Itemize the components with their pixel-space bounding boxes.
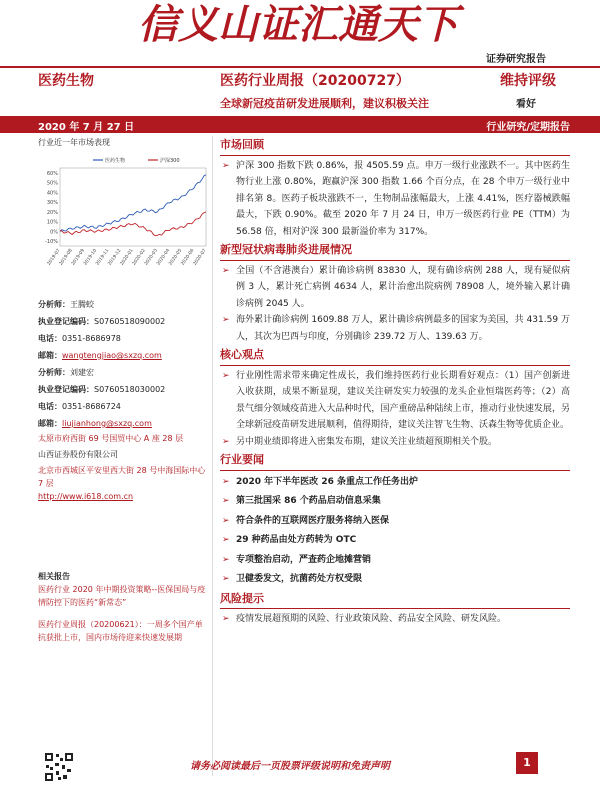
section-title-news: 行业要闻 xyxy=(220,453,264,466)
bullet-item xyxy=(220,368,570,434)
arrow-bullet-icon: ➢ xyxy=(222,515,230,526)
bullet-text: 全国（不含港澳台）累计确诊病例 83830 人，现有确诊病例 288 人，现有疑似病例 3 人，累计死亡病例 4634 人，累计治愈出院病例 78908 人，境外输入累计确诊病例 2045 人。 xyxy=(236,265,570,309)
analyst-field-value: 0351-8686978 xyxy=(62,334,121,343)
analyst-field-label: 电话： xyxy=(38,334,62,343)
section-rule xyxy=(220,608,570,609)
series-line-1 xyxy=(60,175,206,232)
disclaimer-note: 请务必阅读最后一页股票评级说明和免责声明 xyxy=(190,761,390,772)
analyst-row xyxy=(38,347,210,364)
report-date: 2020 年 7 月 27 日 xyxy=(38,122,135,133)
chart-title: 行业近一年市场表现 xyxy=(38,138,110,147)
x-tick-label: 2020-03 xyxy=(144,248,159,267)
chart-plot-frame xyxy=(60,168,206,246)
y-tick-label: 10% xyxy=(46,219,58,226)
section-title: 新型冠状病毒肺炎进展情况 xyxy=(220,243,352,256)
company-name: 山西证券股份有限公司 xyxy=(38,450,118,459)
qr-code xyxy=(44,752,74,782)
bullet-item xyxy=(220,571,570,588)
y-tick-label: 50% xyxy=(46,180,58,187)
bullet-text: 29 种药品由处方药转为 OTC xyxy=(236,535,357,545)
analyst-field-label: 执业登记编码： xyxy=(38,385,94,394)
analyst-field-label: 邮箱： xyxy=(38,351,62,360)
bullet-text: 疫情发展超预期的风险、行业政策风险、药品安全风险、研发风险。 xyxy=(236,614,507,624)
analyst-email-link[interactable]: wangtengjiao@sxzq.com xyxy=(62,351,162,360)
analyst-field-value: 0351-8686724 xyxy=(62,402,121,411)
performance-chart xyxy=(38,150,210,278)
series-line-2 xyxy=(60,212,206,236)
arrow-bullet-icon: ➢ xyxy=(222,315,230,325)
analyst-row xyxy=(38,398,210,415)
bullet-text: 专项整治启动，严查药企地摊营销 xyxy=(236,554,372,565)
analyst-field-label: 邮箱： xyxy=(38,419,62,428)
website-link[interactable]: http://www.i618.com.cn xyxy=(38,492,134,501)
analyst-field-label: 分析师： xyxy=(38,300,70,309)
bullet-text: 2020 年下半年医改 26 条重点工作任务出炉 xyxy=(236,476,418,487)
analyst-email-link[interactable]: liujianhong@sxzq.com xyxy=(62,419,152,428)
analyst-field-value: 王腾蛟 xyxy=(70,300,94,309)
y-tick-label: 40% xyxy=(46,190,58,197)
arrow-bullet-icon: ➢ xyxy=(222,436,230,447)
x-tick-label: 2020-02 xyxy=(131,248,147,267)
bullet-item xyxy=(220,552,570,569)
related-title: 相关报告 xyxy=(38,572,70,581)
related-report-link[interactable]: 医药行业 2020 年中期投资策略--医保国局与疫情防控下的医药“新常态” xyxy=(38,585,206,607)
analyst-row xyxy=(38,313,210,330)
analyst-field-value: 刘建宏 xyxy=(70,368,94,377)
analyst-field-value: S0760518030002 xyxy=(94,385,166,394)
address-taiyuan: 太原市府西街 69 号国贸中心 A 座 28 层 xyxy=(38,434,184,443)
arrow-bullet-icon: ➢ xyxy=(222,614,230,624)
x-tick-label: 2019-11 xyxy=(95,248,111,267)
sector-name: 医药生物 xyxy=(38,73,94,89)
main-content xyxy=(220,135,570,628)
legend-label: 沪深300 xyxy=(160,158,180,164)
bullet-text: 行业刚性需求带来确定性成长，我们维持医药行业长期看好观点：（1）国产创新进入收获期，成果不断显现，建议关注研发实力较强的龙头企业恒瑞医药等；（2）高景气细分领域疫苗进入大品种时代，国产重磅品种陆续上市，推动行业快速发展，另全球新冠疫苗研发进展顺利，值得期待，建议关注智飞生物、沃森生物等优质企业。 xyxy=(236,370,570,430)
report-title: 医药行业周报（20200727） xyxy=(220,73,410,89)
page-number: 1 xyxy=(516,752,538,774)
rating-label: 维持评级 xyxy=(500,73,556,89)
bullet-item xyxy=(220,158,570,241)
header-rule xyxy=(0,66,600,68)
bullet-text: 海外累计确诊病例 1609.88 万人，累计确诊病例最多的国家为美国，共 431.59 万人，其次为巴西与印度，分别确诊 239.72 万人、139.63 万。 xyxy=(236,315,570,342)
arrow-bullet-icon: ➢ xyxy=(222,496,230,506)
column-divider xyxy=(212,136,213,776)
x-tick-label: 2019-07 xyxy=(46,248,62,267)
analyst-field-label: 电话： xyxy=(38,402,62,411)
bullet-item xyxy=(220,474,570,491)
section-rule xyxy=(220,155,570,156)
legend-label: 医药生物 xyxy=(105,158,126,164)
arrow-bullet-icon: ➢ xyxy=(222,554,230,565)
x-tick-label: 2019-09 xyxy=(71,248,86,267)
company-slogan-logo xyxy=(138,0,468,56)
y-tick-label: 60% xyxy=(46,170,58,177)
y-tick-label: 0% xyxy=(50,229,58,236)
analyst-row xyxy=(38,364,210,381)
related-report-link[interactable]: 医药行业周报（20200621）：一周多个国产单抗获批上市，国内市场待迎来快速发展期 xyxy=(38,620,203,642)
logo-text: 信义山证汇通天下 xyxy=(138,1,458,48)
related-reports xyxy=(38,570,210,644)
analyst-field-label: 分析师： xyxy=(38,368,70,377)
x-tick-label: 2020-06 xyxy=(180,248,196,267)
bullet-text: 第三批国采 86 个药品启动信息采集 xyxy=(236,496,381,506)
section-title: 市场回顾 xyxy=(220,138,264,151)
section-title: 核心观点 xyxy=(220,348,264,361)
analyst-block xyxy=(38,296,210,432)
y-tick-label: 30% xyxy=(46,200,58,207)
bullet-text: 沪深 300 指数下跌 0.86%，报 4505.59 点。申万一级行业涨跌不一。其中医药生物行业上涨 0.80%，跑赢沪深 300 指数 1.66 个百分点，在 28 个申万一级行业中排名第 8。医药子板块涨跌不一，生物制品涨幅最大，上涨 4.41%，医疗器械跌幅最大，下跌 0.90%。截至 2020 年 7 月 24 日，申万一级医药行业 PE（TTM）为 56.58 倍，相对沪深 300 最新溢价率为 317%。 xyxy=(236,160,570,237)
y-tick-label: 20% xyxy=(46,209,58,216)
arrow-bullet-icon: ➢ xyxy=(222,476,230,487)
x-tick-label: 2020-07 xyxy=(192,248,208,267)
bullet-item xyxy=(220,611,570,628)
y-tick-label: -10% xyxy=(45,239,58,246)
bullet-item xyxy=(220,532,570,549)
arrow-bullet-icon: ➢ xyxy=(222,265,230,276)
bullet-text: 另中期业绩即将进入密集发布期，建议关注业绩超预期相关个股。 xyxy=(236,436,498,447)
analyst-row xyxy=(38,296,210,313)
bullet-text: 符合条件的互联网医疗服务将纳入医保 xyxy=(236,515,390,526)
bullet-item xyxy=(220,263,570,313)
report-tag: 证券研究报告 xyxy=(486,54,546,65)
address-block xyxy=(38,432,210,503)
x-tick-label: 2020-05 xyxy=(168,248,184,267)
report-subtitle: 全球新冠疫苗研发进展顺利，建议积极关注 xyxy=(220,97,429,110)
arrow-bullet-icon: ➢ xyxy=(222,535,230,545)
x-tick-label: 2020-01 xyxy=(119,248,135,267)
section-rule xyxy=(220,260,570,261)
arrow-bullet-icon: ➢ xyxy=(222,574,230,584)
news-list xyxy=(220,474,570,588)
analyst-row xyxy=(38,330,210,347)
bullet-item xyxy=(220,513,570,530)
bullet-item xyxy=(220,312,570,345)
analyst-row xyxy=(38,381,210,398)
bullet-item xyxy=(220,493,570,510)
bullet-text: 卫健委发文，抗菌药处方权受限 xyxy=(236,574,363,584)
report-type: 行业研究/定期报告 xyxy=(486,122,570,133)
rating-value: 看好 xyxy=(516,99,536,110)
section-rule xyxy=(220,470,570,471)
analyst-field-label: 执业登记编码： xyxy=(38,317,94,326)
arrow-bullet-icon: ➢ xyxy=(222,160,230,171)
date-bar xyxy=(0,116,600,133)
address-beijing: 北京市西城区平安里西大街 28 号中海国际中心 7 层 xyxy=(38,466,206,488)
bullet-item xyxy=(220,434,570,451)
analyst-row xyxy=(38,415,210,432)
arrow-bullet-icon: ➢ xyxy=(222,370,230,381)
x-tick-label: 2019-08 xyxy=(58,248,74,267)
x-tick-label: 2020-04 xyxy=(156,248,172,267)
section-rule xyxy=(220,365,570,366)
section-title-risk: 风险提示 xyxy=(220,591,264,605)
x-tick-label: 2019-10 xyxy=(83,248,99,267)
analyst-field-value: S0760518090002 xyxy=(94,317,166,326)
x-tick-label: 2019-12 xyxy=(107,248,123,267)
